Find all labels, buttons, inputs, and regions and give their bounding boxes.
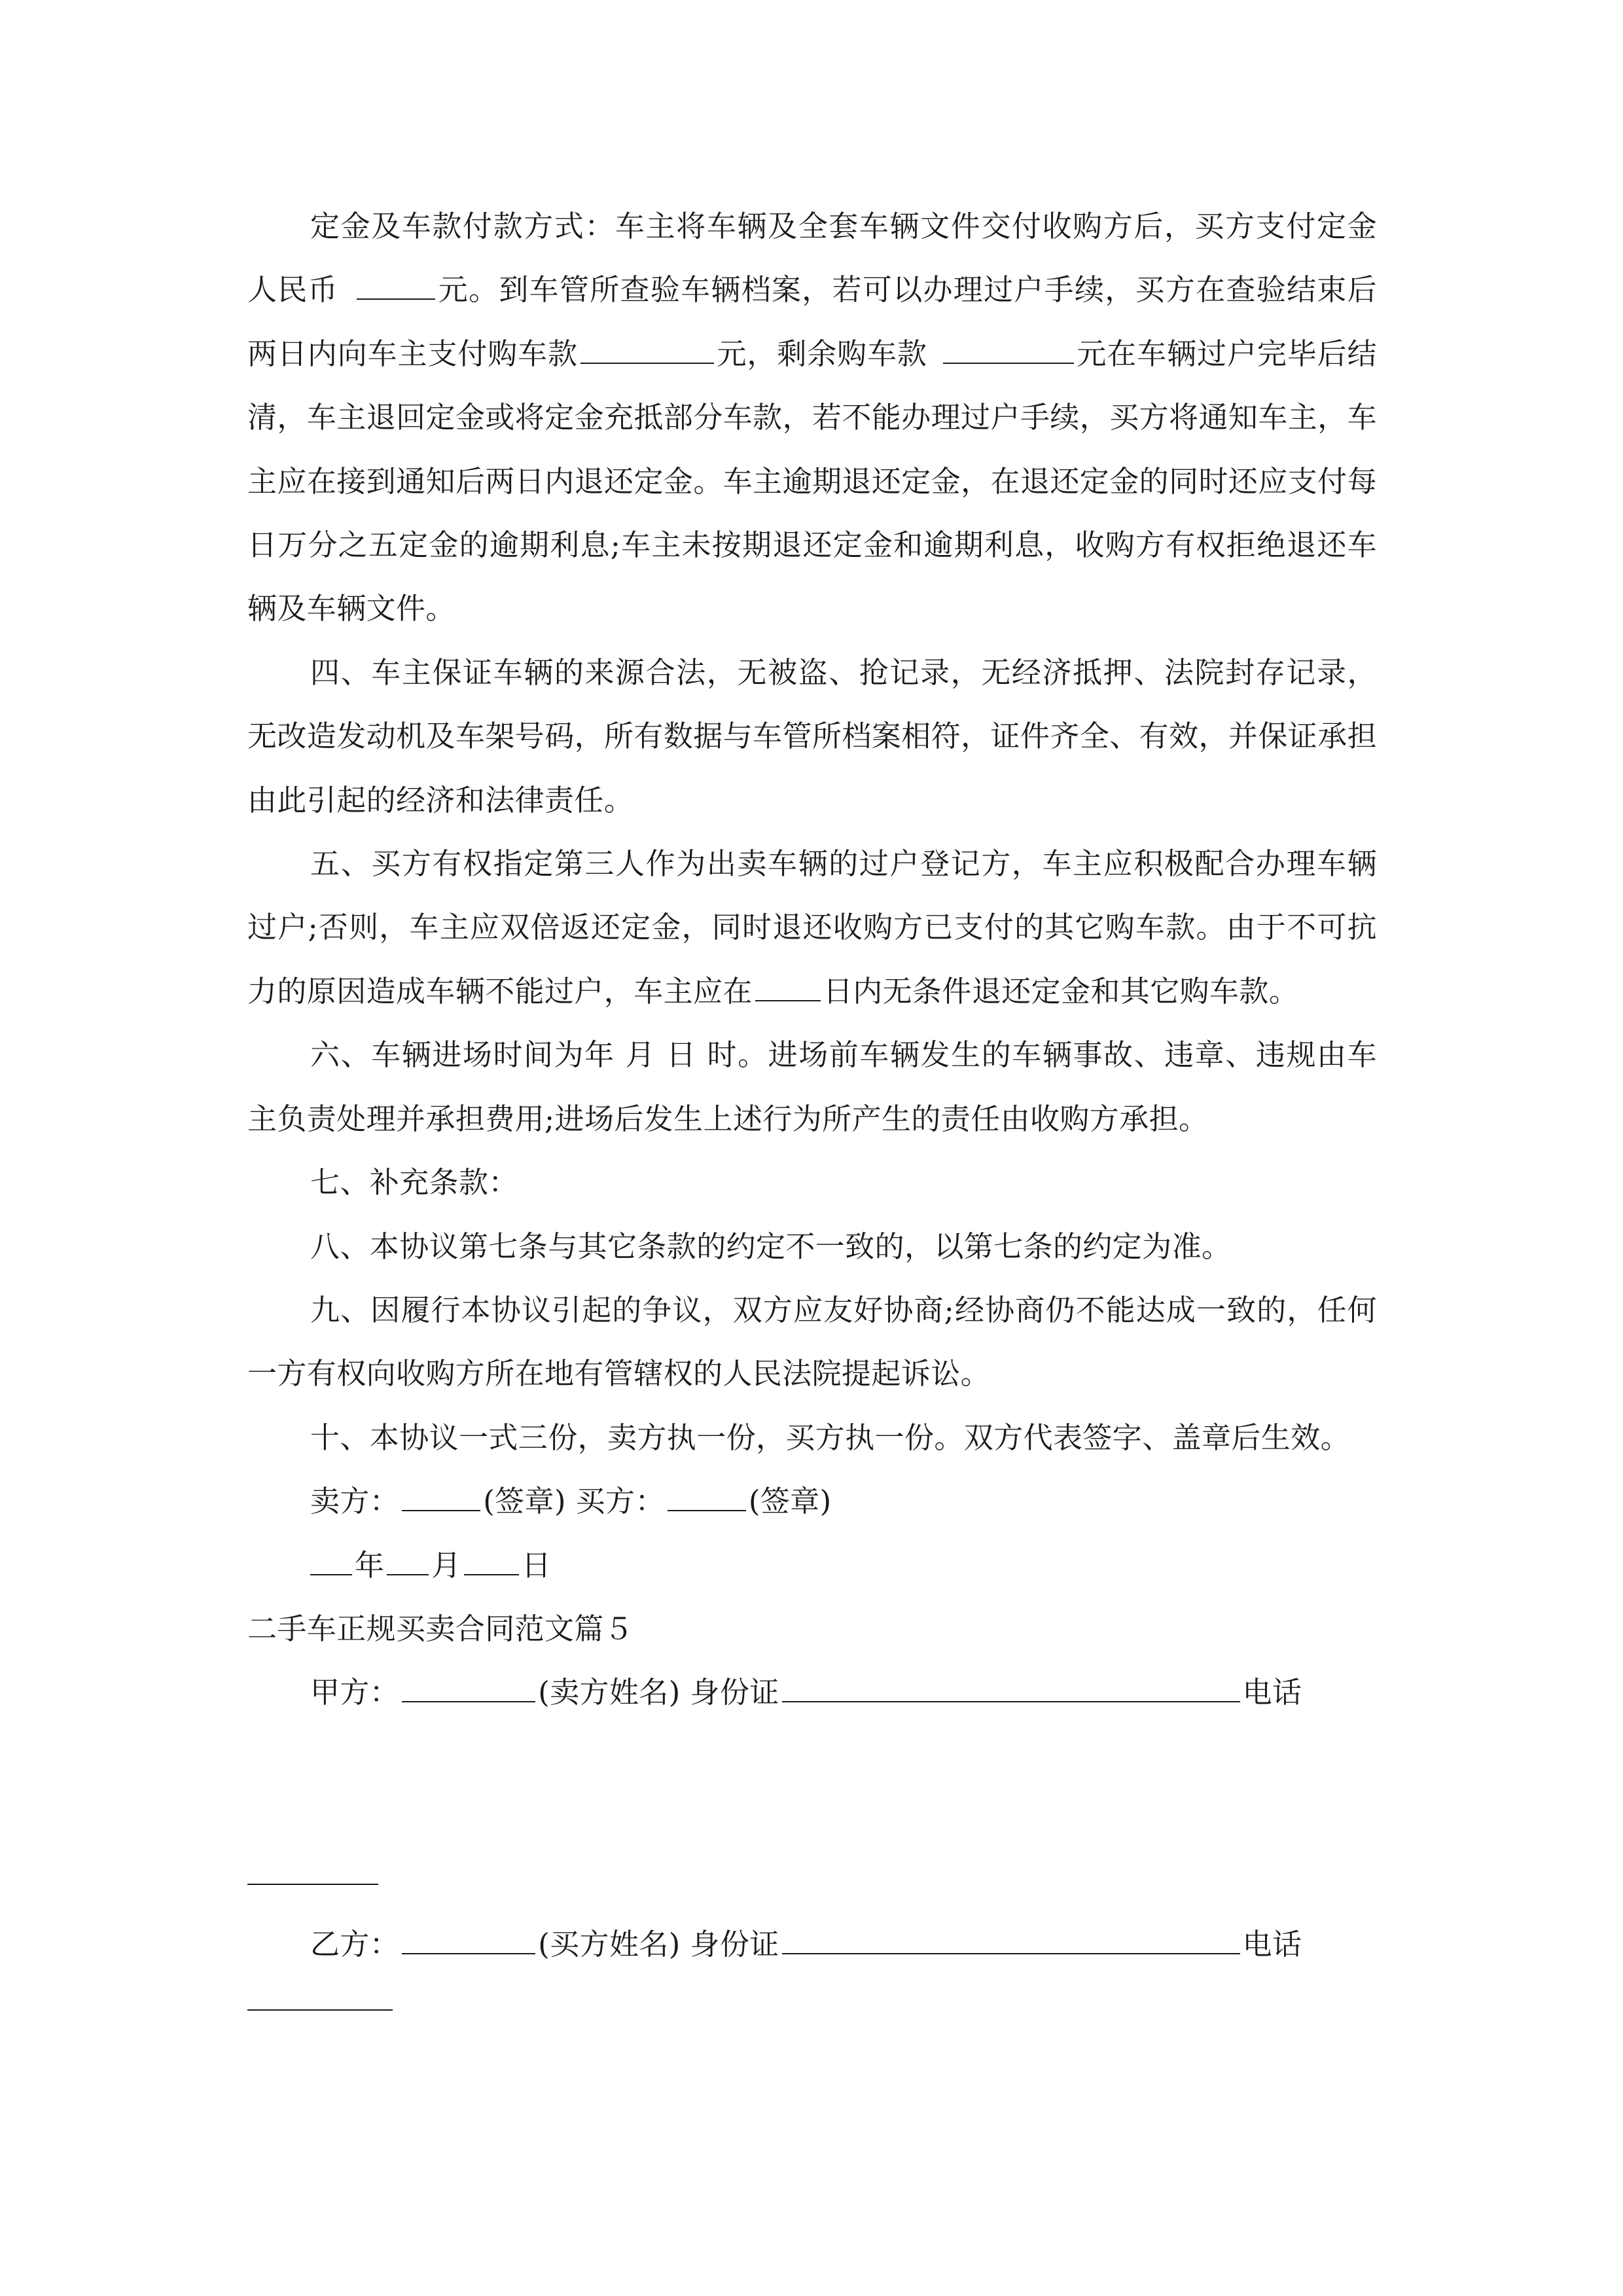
party-a-label: 甲方： [310, 1675, 400, 1710]
clause-7: 七、补充条款： [310, 1165, 518, 1200]
party-b-label: 乙方： [310, 1927, 400, 1962]
party-b-name-blank [402, 1928, 535, 1954]
date-line [247, 1534, 1377, 1597]
party-a-name-blank [402, 1676, 535, 1702]
party-a-phone-blank [247, 1884, 378, 1885]
party-b-block [247, 1912, 1377, 1976]
payment-text-3: 元，剩余购车款 [717, 336, 927, 371]
clause-5-text-1: 五、买方有权指定第三人作为出卖车辆的过户登记方，车主应积极配合办理车辆过户;否则，车主应双倍返还定金，同时退还收购方已支付的其它购车款。由于不可抗力的原因造成车辆不能过户，车主应在 [247, 846, 1377, 1009]
party-b-line [247, 1912, 1377, 1976]
clause-10: 十、本协议一式三份，卖方执一份，买方执一份。双方代表签字、盖章后生效。 [310, 1420, 1351, 1455]
signature-line [247, 1469, 1377, 1533]
clause-9: 九、因履行本协议引起的争议，双方应友好协商;经协商仍不能达成一致的，任何一方有权向收购方所在地有管辖权的人民法院提起诉讼。 [247, 1292, 1377, 1391]
refund-days-blank [755, 975, 821, 1001]
month-blank [387, 1549, 429, 1575]
seller-label: 卖方： [310, 1484, 400, 1519]
payment-text-4: 元在车辆过户完毕后结清，车主退回定金或将定金充抵部分车款，若不能办理过户手续，买方将通知车主，车主应在接到通知后两日内退还定金。车主逾期退还定金，在退还定金的同时还应支付每日万分之五定金的逾期利息;车主未按期退还定金和逾期利息，收购方有权拒绝退还车辆及车辆文件。 [247, 336, 1377, 626]
section-title: 二手车正规买卖合同范文篇５ [247, 1611, 634, 1646]
car-payment-blank [580, 338, 714, 364]
seller-seal-label: (签章) [483, 1484, 566, 1519]
month-label: 月 [431, 1547, 461, 1583]
party-a-phone-label: 电话 [1242, 1675, 1302, 1710]
payment-terms-paragraph [247, 194, 1377, 641]
clause-5-text-2: 日内无条件退还定金和其它购车款。 [823, 973, 1299, 1009]
party-b-id-blank [782, 1928, 1240, 1954]
party-a-id-blank [782, 1676, 1240, 1702]
buyer-label: 买方： [575, 1484, 665, 1519]
day-blank [464, 1549, 519, 1575]
clause-8: 八、本协议第七条与其它条款的约定不一致的，以第七条的约定为准。 [310, 1229, 1232, 1264]
party-b-phone-blank [247, 2009, 393, 2011]
seller-signature-blank [402, 1485, 480, 1511]
clause-4: 四、车主保证车辆的来源合法，无被盗、抢记录，无经济抵押、法院封存记录，无改造发动机及车架号码，所有数据与车管所档案相符，证件齐全、有效，并保证承担由此引起的经济和法律责任。 [247, 655, 1377, 817]
year-label: 年 [355, 1547, 385, 1583]
day-label: 日 [521, 1547, 552, 1583]
party-a-name-note: (卖方姓名) [538, 1675, 681, 1710]
party-a-line [247, 1660, 1377, 1723]
party-b-name-note: (买方姓名) [538, 1927, 681, 1962]
party-b-phone-label: 电话 [1242, 1927, 1302, 1962]
remaining-payment-blank [943, 338, 1074, 364]
clause-6: 六、车辆进场时间为年 月 日 时。进场前车辆发生的车辆事故、违章、违规由车主负责处理并承担费用;进场后发生上述行为所产生的责任由收购方承担。 [247, 1037, 1377, 1136]
payment-text-2: 元。到车管所查验车辆档案，若可以办理过户手续，买方在查验结束后两日内向车主支付购车款 [247, 272, 1378, 371]
party-b-id-label: 身份证 [690, 1927, 779, 1962]
contract-body [247, 194, 1377, 1723]
buyer-seal-label: (签章) [748, 1484, 832, 1519]
party-a-id-label: 身份证 [690, 1675, 779, 1710]
payment-text-1: 定金及车款付款方式：车主将车辆及全套车辆文件交付收购方后，买方支付定金人民币 [247, 209, 1377, 308]
clause-5 [247, 832, 1377, 1023]
year-blank [310, 1549, 352, 1575]
buyer-signature-blank [668, 1485, 746, 1511]
deposit-amount-blank [357, 274, 435, 300]
